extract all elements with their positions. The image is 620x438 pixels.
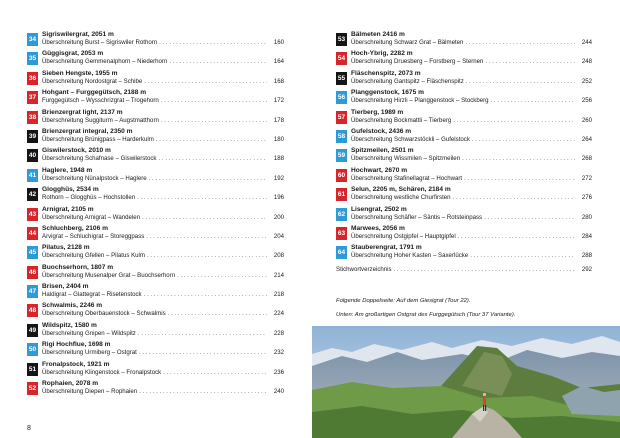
dot-leader bbox=[156, 136, 267, 144]
tour-number-badge: 42 bbox=[27, 188, 38, 201]
toc-entry-body bbox=[38, 70, 284, 86]
tour-route: Überschreitung Gfellen – Pilatus Kulm bbox=[42, 252, 145, 260]
tour-route: Überschreitung Ostgipfel – Hauptgipfel bbox=[351, 232, 456, 240]
tour-route: Überschreitung Nordostgrat – Schibe bbox=[42, 77, 143, 85]
dot-leader bbox=[464, 175, 575, 183]
tour-route-line bbox=[42, 117, 284, 125]
tour-title: Arnigrat, 2105 m bbox=[42, 205, 94, 213]
tour-title: Lisengrat, 2502 m bbox=[351, 205, 407, 213]
left-toc-column bbox=[27, 31, 284, 399]
tour-route: Überschreitung Stafinellagrat – Hochwart bbox=[351, 174, 463, 182]
toc-entry bbox=[336, 167, 592, 186]
toc-entry bbox=[336, 128, 592, 147]
dot-leader bbox=[177, 272, 267, 280]
toc-entry-body bbox=[38, 341, 284, 357]
toc-entry-body bbox=[38, 225, 284, 241]
page-reference: 248 bbox=[581, 58, 592, 66]
tour-title: Bälmeten 2416 m bbox=[351, 31, 405, 38]
tour-number-badge: 59 bbox=[336, 149, 347, 162]
tour-route-line bbox=[42, 214, 284, 222]
dot-leader bbox=[158, 155, 267, 163]
mountain-ridge-photo bbox=[312, 326, 620, 438]
toc-entry-body bbox=[347, 89, 592, 105]
tour-route-line bbox=[42, 136, 284, 144]
tour-route: Überschreitung Nünalpstock – Haglere bbox=[42, 174, 147, 182]
tour-route-line bbox=[42, 272, 284, 280]
tour-route: Rothorn – Glogghüs – Hochstollen bbox=[42, 194, 136, 202]
tour-route-line bbox=[351, 252, 592, 260]
toc-entry bbox=[27, 361, 284, 380]
tour-route: Überschreitung Druesberg – Forstberg – Sternen bbox=[351, 58, 484, 66]
toc-entry-body bbox=[347, 167, 592, 183]
page-reference: 180 bbox=[273, 135, 284, 143]
toc-entry-body bbox=[347, 128, 592, 144]
page-reference: 268 bbox=[581, 155, 592, 163]
toc-entry-body bbox=[347, 186, 592, 202]
toc-entry bbox=[27, 186, 284, 205]
tour-number-badge: 40 bbox=[27, 149, 38, 162]
tour-route-line bbox=[42, 310, 284, 318]
tour-title: Buochserhorn, 1807 m bbox=[42, 263, 114, 271]
tour-title: Giswilerstock, 2010 m bbox=[42, 147, 111, 155]
tour-route: Überschreitung Brünigpass – Harderkulm bbox=[42, 135, 154, 143]
tour-title: Rophaien, 2078 m bbox=[42, 380, 99, 388]
page-number: 8 bbox=[27, 425, 31, 432]
tour-route-line bbox=[42, 233, 284, 241]
tour-route-line bbox=[42, 58, 284, 66]
tour-route: Überschreitung Schäfler – Säntis – Rotsteinpass bbox=[351, 213, 483, 221]
tour-number-badge: 41 bbox=[27, 169, 38, 182]
toc-entry-body bbox=[38, 109, 284, 125]
tour-title: Spitzmeilen, 2501 m bbox=[351, 147, 414, 155]
tour-route: Überschreitung Diepen – Rophaien bbox=[42, 388, 138, 396]
toc-entry bbox=[336, 89, 592, 108]
tour-number-badge: 50 bbox=[27, 343, 38, 356]
tour-route-line bbox=[351, 214, 592, 222]
page-reference: 280 bbox=[581, 213, 592, 221]
toc-entry-body bbox=[347, 109, 592, 125]
tour-number-badge: 56 bbox=[336, 91, 347, 104]
page-reference: 214 bbox=[273, 271, 284, 279]
page-reference: 276 bbox=[581, 194, 592, 202]
tour-route: Überschreitung Burst – Sigriswiler Rothorn bbox=[42, 39, 158, 46]
page-reference: 204 bbox=[273, 232, 284, 240]
tour-number-badge: 53 bbox=[336, 33, 347, 46]
tour-route-line bbox=[42, 291, 284, 299]
tour-route: Überschreitung Urmiberg – Ostgrat bbox=[42, 349, 137, 357]
toc-entry bbox=[27, 264, 284, 283]
toc-entry bbox=[27, 302, 284, 321]
toc-entry-body bbox=[38, 302, 284, 318]
dot-leader bbox=[465, 39, 575, 47]
tour-number-badge: 35 bbox=[27, 52, 38, 65]
toc-entry-body bbox=[38, 31, 284, 47]
tour-title: Gufelstock, 2436 m bbox=[351, 127, 412, 135]
tour-number-badge: 37 bbox=[27, 91, 38, 104]
dot-leader bbox=[470, 252, 575, 260]
toc-entry-body bbox=[38, 380, 284, 396]
toc-entry-body bbox=[347, 225, 592, 241]
tour-number-badge: 49 bbox=[27, 324, 38, 337]
tour-title: Fronalpstock, 1921 m bbox=[42, 360, 110, 368]
toc-entry bbox=[336, 50, 592, 69]
toc-entry bbox=[336, 109, 592, 128]
tour-number-badge: 45 bbox=[27, 246, 38, 259]
tour-title: Marwees, 2056 m bbox=[351, 224, 405, 232]
tour-route-line bbox=[42, 252, 284, 260]
dot-leader bbox=[149, 175, 267, 183]
toc-entry bbox=[27, 31, 284, 50]
toc-entry bbox=[27, 322, 284, 341]
toc-entry-body bbox=[38, 206, 284, 222]
toc-entry bbox=[27, 50, 284, 69]
tour-route-line bbox=[42, 194, 284, 202]
toc-entry bbox=[27, 167, 284, 186]
tour-route-line bbox=[42, 388, 284, 396]
page-reference: 188 bbox=[273, 155, 284, 163]
toc-entry bbox=[27, 341, 284, 360]
tour-route: Überschreitung Schafnase – Giswilerstock bbox=[42, 155, 157, 163]
tour-title: Tierberg, 1989 m bbox=[351, 108, 404, 116]
toc-entry bbox=[336, 244, 592, 263]
tour-route-line bbox=[42, 349, 284, 357]
dot-leader bbox=[161, 117, 267, 125]
tour-number-badge: 47 bbox=[27, 285, 38, 298]
tour-title: Schwalmis, 2246 m bbox=[42, 302, 103, 310]
tour-number-badge: 38 bbox=[27, 111, 38, 124]
toc-entry bbox=[336, 31, 592, 50]
tour-title: Brienzergrat light, 2137 m bbox=[42, 108, 123, 116]
page-reference: 164 bbox=[273, 58, 284, 66]
tour-route: Überschreitung westliche Churfirsten bbox=[351, 194, 451, 202]
right-toc-column bbox=[336, 31, 592, 274]
tour-route: Furggegütsch – Wysschrizgrat – Trogehorn bbox=[42, 97, 159, 105]
tour-route: Überschreitung Arnigrat – Wandelen bbox=[42, 213, 141, 221]
page-reference: 284 bbox=[581, 232, 592, 240]
dot-leader bbox=[137, 194, 267, 202]
tour-route-line bbox=[351, 117, 592, 125]
tour-number-badge: 44 bbox=[27, 227, 38, 240]
tour-route: Überschreitung Musenalper Grat – Buochserhorn bbox=[42, 271, 176, 279]
tour-title: Hohgant – Furggegütsch, 2188 m bbox=[42, 89, 147, 97]
tour-route-line bbox=[351, 175, 592, 183]
tour-route: Überschreitung Gantspitz – Fläschenspitz bbox=[351, 77, 464, 85]
page-reference: 292 bbox=[581, 265, 592, 273]
page-reference: 264 bbox=[581, 135, 592, 143]
page-reference: 232 bbox=[273, 349, 284, 357]
tour-title: Schluchberg, 2106 m bbox=[42, 224, 108, 232]
dot-leader bbox=[159, 39, 267, 47]
tour-title: Planggenstock, 1675 m bbox=[351, 89, 424, 97]
toc-entry-body bbox=[38, 167, 284, 183]
page-reference: 236 bbox=[273, 368, 284, 376]
tour-number-badge: 51 bbox=[27, 363, 38, 376]
tour-number-badge: 55 bbox=[336, 72, 347, 85]
tour-number-badge: 61 bbox=[336, 188, 347, 201]
toc-entry-body bbox=[347, 244, 592, 260]
toc-entry-body bbox=[347, 70, 592, 86]
dot-leader bbox=[147, 252, 267, 260]
page-reference: 208 bbox=[273, 252, 284, 260]
toc-entry-body bbox=[347, 206, 592, 222]
caption-next-spread: Folgende Doppelseite: Auf dem Giesigrat (Tour 22). bbox=[336, 298, 471, 304]
page-reference: 178 bbox=[273, 116, 284, 124]
dot-leader bbox=[484, 214, 575, 222]
tour-route-line bbox=[42, 175, 284, 183]
tour-title: Selun, 2205 m, Schären, 2184 m bbox=[351, 186, 451, 194]
page-reference: 196 bbox=[273, 194, 284, 202]
tour-title: Hoch-Ybrig, 2282 m bbox=[351, 50, 413, 58]
tour-number-badge: 62 bbox=[336, 208, 347, 221]
toc-entry bbox=[27, 225, 284, 244]
page-reference: 228 bbox=[273, 329, 284, 337]
tour-route-line bbox=[351, 136, 592, 144]
dot-leader bbox=[491, 97, 575, 105]
tour-number-badge: 54 bbox=[336, 52, 347, 65]
tour-route: Überschreitung Gnipen – Wildspitz bbox=[42, 329, 136, 337]
toc-entry bbox=[336, 186, 592, 205]
tour-route-line bbox=[351, 155, 592, 163]
toc-entry bbox=[27, 244, 284, 263]
tour-route-line bbox=[351, 233, 592, 241]
tour-route-line bbox=[42, 78, 284, 86]
page-reference: 288 bbox=[581, 252, 592, 260]
dot-leader bbox=[472, 136, 575, 144]
tour-title: Güggisgrat, 2053 m bbox=[42, 50, 104, 58]
page-reference: 168 bbox=[273, 77, 284, 85]
dot-leader bbox=[142, 214, 267, 222]
tour-title: Brisen, 2404 m bbox=[42, 283, 89, 291]
tour-route-line bbox=[351, 194, 592, 202]
tour-title: Rigi Hochflue, 1698 m bbox=[42, 341, 111, 349]
toc-entry-body bbox=[38, 361, 284, 377]
tour-title: Sieben Hengste, 1955 m bbox=[42, 69, 118, 77]
tour-title: Wildspitz, 1580 m bbox=[42, 321, 97, 329]
tour-route: Arvigrat – Schluchigrat – Storeggpass bbox=[42, 232, 145, 240]
dot-leader bbox=[161, 97, 267, 105]
tour-number-badge: 58 bbox=[336, 130, 347, 143]
tour-title: Stauberengrat, 1791 m bbox=[351, 244, 422, 252]
tour-route-line bbox=[42, 330, 284, 338]
tour-route-line bbox=[42, 369, 284, 377]
toc-entry bbox=[27, 283, 284, 302]
toc-entry-body bbox=[38, 322, 284, 338]
dot-leader bbox=[139, 349, 267, 357]
toc-entry-body bbox=[38, 128, 284, 144]
index-entry bbox=[336, 266, 592, 274]
dot-leader bbox=[168, 310, 267, 318]
toc-entry bbox=[336, 70, 592, 89]
tour-number-badge: 39 bbox=[27, 130, 38, 143]
tour-route: Überschreitung Oberbauenstock – Schwalmis bbox=[42, 310, 166, 318]
page-reference: 192 bbox=[273, 174, 284, 182]
toc-entry-body bbox=[347, 147, 592, 163]
tour-title: Hochwart, 2670 m bbox=[351, 166, 408, 174]
tour-route-line bbox=[42, 155, 284, 163]
dot-leader bbox=[144, 291, 267, 299]
dot-leader bbox=[163, 369, 267, 377]
tour-route-line bbox=[42, 39, 284, 47]
tour-route: Haldigrat – Glattegrat – Risetenstock bbox=[42, 291, 142, 299]
toc-entry-body bbox=[347, 50, 592, 66]
tour-route: Überschreitung Schwarz Grat – Bälmeten bbox=[351, 39, 464, 46]
page-reference: 272 bbox=[581, 174, 592, 182]
tour-number-badge: 60 bbox=[336, 169, 347, 182]
tour-number-badge: 48 bbox=[27, 304, 38, 317]
tour-route-line bbox=[42, 97, 284, 105]
tour-title: Brienzergrat integral, 2350 m bbox=[42, 127, 133, 135]
page-reference: 218 bbox=[273, 291, 284, 299]
index-label: Stichwortverzeichnis bbox=[336, 265, 392, 273]
tour-route-line bbox=[351, 78, 592, 86]
tour-route-line bbox=[351, 39, 592, 47]
tour-route: Überschreitung Gemmenalphorn – Niederhorn bbox=[42, 58, 168, 66]
toc-entry-body bbox=[38, 89, 284, 105]
dot-leader bbox=[458, 233, 575, 241]
tour-number-badge: 63 bbox=[336, 227, 347, 240]
toc-entry bbox=[27, 89, 284, 108]
toc-entry-body bbox=[38, 244, 284, 260]
tour-route-line bbox=[351, 58, 592, 66]
page-reference: 260 bbox=[581, 116, 592, 124]
page-reference: 240 bbox=[273, 388, 284, 396]
toc-entry-body bbox=[38, 50, 284, 66]
tour-number-badge: 57 bbox=[336, 111, 347, 124]
tour-title: Haglere, 1948 m bbox=[42, 166, 93, 174]
dot-leader bbox=[139, 388, 267, 396]
toc-entry bbox=[336, 147, 592, 166]
tour-number-badge: 34 bbox=[27, 33, 38, 46]
tour-number-badge: 43 bbox=[27, 208, 38, 221]
toc-entry-body bbox=[347, 31, 592, 47]
tour-route: Überschreitung Schwarzstöckli – Gufelstock bbox=[351, 135, 470, 143]
tour-route: Überschreitung Hirzli – Planggenstock – Stockberg bbox=[351, 97, 489, 105]
dot-leader bbox=[453, 117, 575, 125]
page-reference: 200 bbox=[273, 213, 284, 221]
tour-number-badge: 52 bbox=[27, 382, 38, 395]
toc-entry-body bbox=[38, 147, 284, 163]
toc-entry bbox=[27, 70, 284, 89]
page-reference: 160 bbox=[273, 39, 284, 46]
tour-route: Überschreitung Klingenstock – Fronalpstock bbox=[42, 368, 162, 376]
tour-route: Überschreitung Bockmattli – Tierberg bbox=[351, 116, 452, 124]
toc-entry bbox=[336, 225, 592, 244]
page-reference: 252 bbox=[581, 77, 592, 85]
photo-captions bbox=[336, 297, 592, 325]
tour-title: Sigriswilergrat, 2051 m bbox=[42, 31, 114, 38]
page-reference: 244 bbox=[581, 39, 592, 46]
page-reference: 256 bbox=[581, 97, 592, 105]
dot-leader bbox=[394, 266, 575, 274]
tour-route: Überschreitung Suggiturm – Augstmatthorn bbox=[42, 116, 159, 124]
dot-leader bbox=[138, 330, 267, 338]
toc-entry bbox=[27, 109, 284, 128]
tour-title: Glogghüs, 2534 m bbox=[42, 186, 99, 194]
toc-entry bbox=[27, 147, 284, 166]
tour-number-badge: 64 bbox=[336, 246, 347, 259]
dot-leader bbox=[146, 233, 267, 241]
page-reference: 172 bbox=[273, 97, 284, 105]
tour-number-badge: 36 bbox=[27, 72, 38, 85]
toc-entry bbox=[27, 128, 284, 147]
tour-number-badge: 46 bbox=[27, 266, 38, 279]
dot-leader bbox=[485, 58, 575, 66]
toc-entry bbox=[27, 380, 284, 399]
toc-entry-body bbox=[38, 283, 284, 299]
tour-route: Überschreitung Hoher Kasten – Saxerlücke bbox=[351, 252, 469, 260]
page-reference: 224 bbox=[273, 310, 284, 318]
toc-entry-body bbox=[38, 264, 284, 280]
tour-title: Pilatus, 2128 m bbox=[42, 244, 90, 252]
tour-route-line bbox=[351, 97, 592, 105]
toc-entry bbox=[27, 206, 284, 225]
toc-entry-body bbox=[38, 186, 284, 202]
toc-entry bbox=[336, 206, 592, 225]
dot-leader bbox=[462, 155, 575, 163]
dot-leader bbox=[466, 78, 575, 86]
dot-leader bbox=[453, 194, 575, 202]
dot-leader bbox=[144, 78, 267, 86]
tour-route: Überschreitung Wissmilen – Spitzmeilen bbox=[351, 155, 461, 163]
tour-title: Fläschenspitz, 2073 m bbox=[351, 69, 421, 77]
caption-photo-below: Unten: Am großartigen Ostgrat des Furggegütsch (Tour 37 Variante). bbox=[336, 312, 516, 318]
dot-leader bbox=[169, 58, 267, 66]
